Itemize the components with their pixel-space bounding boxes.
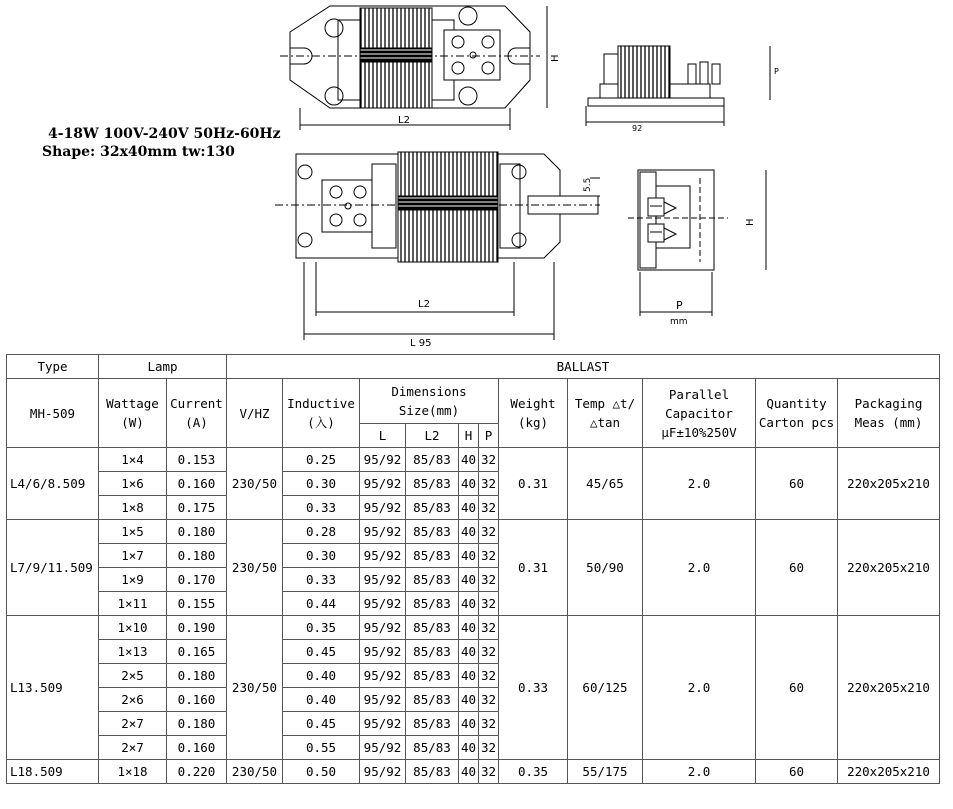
dim-P-header: P xyxy=(479,424,499,448)
dim-L-cell: 95/92 xyxy=(360,616,406,640)
dim-L-cell: 95/92 xyxy=(360,520,406,544)
dim-L-cell: 95/92 xyxy=(360,688,406,712)
quantity-cell: 60 xyxy=(756,448,838,520)
dim-P-cell: 32 xyxy=(479,736,499,760)
vhz-cell: 230/50 xyxy=(227,616,283,760)
dim-P-cell: 32 xyxy=(479,664,499,688)
weight-cell: 0.33 xyxy=(499,616,568,760)
dim-H-cell: 40 xyxy=(459,472,479,496)
spec-line-1: 4-18W 100V-240V 50Hz-60Hz xyxy=(48,126,281,142)
type-header: Type xyxy=(7,355,99,379)
vhz-cell: 230/50 xyxy=(227,520,283,616)
end-view-P-label: P xyxy=(676,299,683,312)
dim-H-header: H xyxy=(459,424,479,448)
lamp-header: Lamp xyxy=(99,355,227,379)
table-body xyxy=(7,448,940,784)
middle-view-L-label: L 95 xyxy=(410,338,432,349)
ballast-header: BALLAST xyxy=(227,355,940,379)
current-cell: 0.160 xyxy=(167,472,227,496)
current-cell: 0.175 xyxy=(167,496,227,520)
dim-L-cell: 95/92 xyxy=(360,472,406,496)
side-view-bottom-label: 92 xyxy=(632,124,643,133)
side-view-P-label: P xyxy=(774,67,779,76)
temp-cell: 60/125 xyxy=(568,616,643,760)
dim-P-cell: 32 xyxy=(479,592,499,616)
wattage-cell: 1×7 xyxy=(99,544,167,568)
current-cell: 0.180 xyxy=(167,712,227,736)
dim-H-cell: 40 xyxy=(459,688,479,712)
dim-P-cell: 32 xyxy=(479,472,499,496)
current-cell: 0.160 xyxy=(167,736,227,760)
dim-inductive-cell: 0.28 xyxy=(283,520,360,544)
type-cell: L18.509 xyxy=(7,760,99,784)
temp-header: Temp △t/△tan xyxy=(568,379,643,448)
top-view-L2-label: L2 xyxy=(398,115,410,126)
dim-L-cell: 95/92 xyxy=(360,568,406,592)
model-header: MH-509 xyxy=(7,379,99,448)
dim-inductive-cell: 0.33 xyxy=(283,568,360,592)
dim-L2-cell: 85/83 xyxy=(406,472,459,496)
dim-P-cell: 32 xyxy=(479,688,499,712)
dim-H-cell: 40 xyxy=(459,520,479,544)
end-view-H-label: H xyxy=(745,218,756,226)
current-cell: 0.155 xyxy=(167,592,227,616)
side-view-drawing xyxy=(586,46,770,126)
dim-L2-cell: 85/83 xyxy=(406,688,459,712)
dim-H-cell: 40 xyxy=(459,592,479,616)
dim-inductive-cell: 0.45 xyxy=(283,712,360,736)
top-view-drawing xyxy=(280,6,547,130)
current-cell: 0.180 xyxy=(167,520,227,544)
dim-L2-cell: 85/83 xyxy=(406,616,459,640)
dim-L2-cell: 85/83 xyxy=(406,448,459,472)
dim-P-cell: 32 xyxy=(479,520,499,544)
table-row xyxy=(7,520,940,544)
quantity-cell: 60 xyxy=(756,760,838,784)
dim-L-cell: 95/92 xyxy=(360,592,406,616)
type-cell: L4/6/8.509 xyxy=(7,448,99,520)
dim-H-cell: 40 xyxy=(459,616,479,640)
packaging-cell: 220x205x210 xyxy=(838,616,940,760)
dim-L-cell: 95/92 xyxy=(360,664,406,688)
capacitor-cell: 2.0 xyxy=(643,520,756,616)
dim-H-cell: 40 xyxy=(459,664,479,688)
packaging-cell: 220x205x210 xyxy=(838,760,940,784)
temp-cell: 50/90 xyxy=(568,520,643,616)
dim-L-cell: 95/92 xyxy=(360,448,406,472)
dim-L2-cell: 85/83 xyxy=(406,640,459,664)
current-cell: 0.160 xyxy=(167,688,227,712)
type-cell: L7/9/11.509 xyxy=(7,520,99,616)
wattage-cell: 1×18 xyxy=(99,760,167,784)
dim-inductive-cell: 0.30 xyxy=(283,544,360,568)
dim-inductive-cell: 0.33 xyxy=(283,496,360,520)
wattage-cell: 1×8 xyxy=(99,496,167,520)
packaging-cell: 220x205x210 xyxy=(838,448,940,520)
dim-L-cell: 95/92 xyxy=(360,640,406,664)
dim-P-cell: 32 xyxy=(479,568,499,592)
dim-L-header: L xyxy=(360,424,406,448)
type-cell: L13.509 xyxy=(7,616,99,760)
wattage-header: Wattage (W) xyxy=(99,379,167,448)
header-row-2 xyxy=(7,379,940,424)
dim-P-cell: 32 xyxy=(479,616,499,640)
dim-inductive-cell: 0.35 xyxy=(283,616,360,640)
end-view-mm-label: mm xyxy=(670,317,688,327)
dim-L-cell: 95/92 xyxy=(360,760,406,784)
wattage-cell: 1×11 xyxy=(99,592,167,616)
quantity-cell: 60 xyxy=(756,520,838,616)
dim-L2-cell: 85/83 xyxy=(406,664,459,688)
vhz-cell: 230/50 xyxy=(227,760,283,784)
temp-cell: 45/65 xyxy=(568,448,643,520)
temp-cell: 55/175 xyxy=(568,760,643,784)
middle-view-drawing xyxy=(275,152,600,340)
dim-P-cell: 32 xyxy=(479,760,499,784)
technical-drawings xyxy=(0,0,953,352)
table-row xyxy=(7,616,940,640)
wattage-cell: 2×6 xyxy=(99,688,167,712)
dim-L-cell: 95/92 xyxy=(360,544,406,568)
current-cell: 0.170 xyxy=(167,568,227,592)
ballast-spec-table xyxy=(6,354,940,784)
dim-P-cell: 32 xyxy=(479,640,499,664)
weight-header: Weight (kg) xyxy=(499,379,568,448)
wattage-cell: 1×9 xyxy=(99,568,167,592)
middle-view-5-5-label: 5.5 xyxy=(583,177,593,192)
wattage-cell: 1×6 xyxy=(99,472,167,496)
dim-H-cell: 40 xyxy=(459,736,479,760)
current-cell: 0.165 xyxy=(167,640,227,664)
capacitor-header: Parallel Capacitor μF±10%250V xyxy=(643,379,756,448)
dim-L2-cell: 85/83 xyxy=(406,736,459,760)
vhz-header: V/HZ xyxy=(227,379,283,448)
dim-L2-cell: 85/83 xyxy=(406,520,459,544)
dim-L2-cell: 85/83 xyxy=(406,760,459,784)
current-cell: 0.180 xyxy=(167,664,227,688)
capacitor-cell: 2.0 xyxy=(643,448,756,520)
spec-line-2: Shape: 32x40mm tw:130 xyxy=(42,144,235,160)
current-header: Current (A) xyxy=(167,379,227,448)
dim-L-cell: 95/92 xyxy=(360,712,406,736)
weight-cell: 0.31 xyxy=(499,520,568,616)
dim-inductive-cell: 0.40 xyxy=(283,664,360,688)
current-cell: 0.153 xyxy=(167,448,227,472)
dim-H-cell: 40 xyxy=(459,448,479,472)
dim-L2-cell: 85/83 xyxy=(406,544,459,568)
capacitor-cell: 2.0 xyxy=(643,760,756,784)
wattage-cell: 1×10 xyxy=(99,616,167,640)
dim-H-cell: 40 xyxy=(459,760,479,784)
capacitor-cell: 2.0 xyxy=(643,616,756,760)
middle-view-L2-label: L2 xyxy=(418,299,430,310)
table-row xyxy=(7,448,940,472)
wattage-cell: 2×7 xyxy=(99,712,167,736)
dim-inductive-cell: 0.50 xyxy=(283,760,360,784)
dim-H-cell: 40 xyxy=(459,640,479,664)
dim-H-cell: 40 xyxy=(459,568,479,592)
dim-inductive-cell: 0.45 xyxy=(283,640,360,664)
weight-cell: 0.31 xyxy=(499,448,568,520)
dim-L-cell: 95/92 xyxy=(360,736,406,760)
dim-inductive-cell: 0.40 xyxy=(283,688,360,712)
top-view-H-label: H xyxy=(550,54,561,62)
dim-L2-cell: 85/83 xyxy=(406,496,459,520)
packaging-header: Packaging Meas (mm) xyxy=(838,379,940,448)
dim-H-cell: 40 xyxy=(459,496,479,520)
wattage-cell: 1×4 xyxy=(99,448,167,472)
dim-P-cell: 32 xyxy=(479,544,499,568)
dim-H-cell: 40 xyxy=(459,544,479,568)
dim-inductive-cell: 0.25 xyxy=(283,448,360,472)
packaging-cell: 220x205x210 xyxy=(838,520,940,616)
wattage-cell: 2×5 xyxy=(99,664,167,688)
dim-inductive-cell: 0.44 xyxy=(283,592,360,616)
wattage-cell: 1×13 xyxy=(99,640,167,664)
wattage-cell: 2×7 xyxy=(99,736,167,760)
table-row xyxy=(7,760,940,784)
dim-inductive-cell: 0.30 xyxy=(283,472,360,496)
header-row-1 xyxy=(7,355,940,379)
dim-P-cell: 32 xyxy=(479,448,499,472)
dim-L-cell: 95/92 xyxy=(360,496,406,520)
dim-P-cell: 32 xyxy=(479,496,499,520)
current-cell: 0.180 xyxy=(167,544,227,568)
weight-cell: 0.35 xyxy=(499,760,568,784)
dim-L2-header: L2 xyxy=(406,424,459,448)
spec-block xyxy=(42,125,281,161)
wattage-cell: 1×5 xyxy=(99,520,167,544)
dim-L2-cell: 85/83 xyxy=(406,568,459,592)
inductive-header: Inductive (入) xyxy=(283,379,360,448)
dim-H-cell: 40 xyxy=(459,712,479,736)
end-view-drawing xyxy=(628,170,766,316)
dim-L2-cell: 85/83 xyxy=(406,592,459,616)
dim-L2-cell: 85/83 xyxy=(406,712,459,736)
dimensions-header: Dimensions Size(mm) xyxy=(360,379,499,424)
dim-P-cell: 32 xyxy=(479,712,499,736)
quantity-cell: 60 xyxy=(756,616,838,760)
current-cell: 0.220 xyxy=(167,760,227,784)
current-cell: 0.190 xyxy=(167,616,227,640)
vhz-cell: 230/50 xyxy=(227,448,283,520)
dim-inductive-cell: 0.55 xyxy=(283,736,360,760)
quantity-header: Quantity Carton pcs xyxy=(756,379,838,448)
